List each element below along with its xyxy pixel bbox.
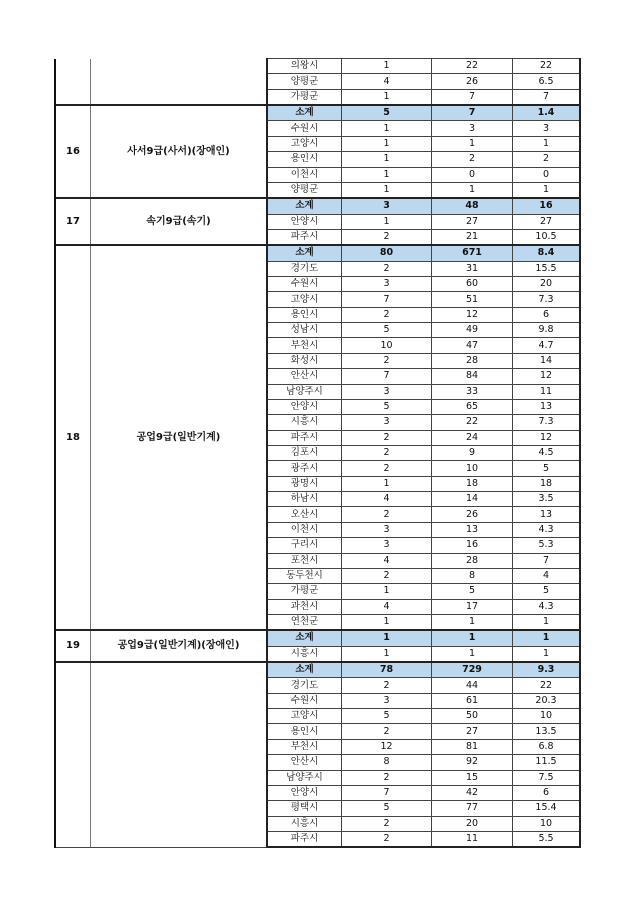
applicants-cell: 17 [432, 599, 513, 614]
positions-cell: 3 [342, 198, 432, 214]
applicants-cell: 48 [432, 198, 513, 214]
ratio-cell: 4.5 [513, 445, 581, 460]
region-cell: 안양시 [267, 399, 342, 414]
region-cell: 시흥시 [267, 646, 342, 662]
region-cell: 고양시 [267, 709, 342, 724]
region-cell: 시흥시 [267, 415, 342, 430]
positions-cell: 1 [342, 630, 432, 646]
applicants-cell: 13 [432, 522, 513, 537]
applicants-cell: 28 [432, 553, 513, 568]
region-cell: 고양시 [267, 136, 342, 151]
positions-cell: 2 [342, 678, 432, 693]
region-cell: 고양시 [267, 292, 342, 307]
positions-cell: 2 [342, 307, 432, 322]
region-cell: 용인시 [267, 152, 342, 167]
applicants-cell: 92 [432, 755, 513, 770]
region-cell: 용인시 [267, 724, 342, 739]
positions-cell: 2 [342, 507, 432, 522]
positions-cell: 3 [342, 415, 432, 430]
positions-cell: 3 [342, 538, 432, 553]
applicants-cell: 8 [432, 568, 513, 583]
region-cell: 가평군 [267, 89, 342, 105]
positions-cell: 2 [342, 430, 432, 445]
applicants-cell: 27 [432, 724, 513, 739]
region-cell: 수원시 [267, 693, 342, 708]
region-cell: 평택시 [267, 801, 342, 816]
ratio-cell: 14 [513, 353, 581, 368]
positions-cell: 4 [342, 553, 432, 568]
subtotal-row [55, 662, 580, 678]
job-category-name: 사서9급(사서)(장애인) [91, 105, 268, 198]
ratio-cell: 1 [513, 182, 581, 198]
applicants-cell: 16 [432, 538, 513, 553]
region-cell: 동두천시 [267, 568, 342, 583]
ratio-cell: 6.5 [513, 74, 581, 89]
positions-cell: 2 [342, 724, 432, 739]
positions-cell: 5 [342, 801, 432, 816]
region-cell: 소계 [267, 662, 342, 678]
recruitment-competition-table [54, 58, 581, 848]
positions-cell: 1 [342, 152, 432, 167]
applicants-cell: 15 [432, 770, 513, 785]
positions-cell: 7 [342, 369, 432, 384]
region-cell: 화성시 [267, 353, 342, 368]
positions-cell: 1 [342, 646, 432, 662]
ratio-cell: 7 [513, 89, 581, 105]
ratio-cell: 10 [513, 816, 581, 831]
region-cell: 파주시 [267, 831, 342, 847]
ratio-cell: 16 [513, 198, 581, 214]
ratio-cell: 8.4 [513, 245, 581, 261]
region-cell: 소계 [267, 105, 342, 121]
region-cell: 안양시 [267, 785, 342, 800]
region-cell: 안양시 [267, 214, 342, 229]
applicants-cell: 77 [432, 801, 513, 816]
ratio-cell: 6 [513, 307, 581, 322]
applicants-cell: 9 [432, 445, 513, 460]
applicants-cell: 61 [432, 693, 513, 708]
region-cell: 소계 [267, 630, 342, 646]
job-category-name: 공업9급(일반기계)(장애인) [91, 630, 268, 662]
region-cell: 의왕시 [267, 59, 342, 74]
ratio-cell: 1.4 [513, 105, 581, 121]
ratio-cell: 4 [513, 568, 581, 583]
positions-cell: 10 [342, 338, 432, 353]
region-cell: 오산시 [267, 507, 342, 522]
positions-cell: 3 [342, 522, 432, 537]
positions-cell: 1 [342, 214, 432, 229]
ratio-cell: 11.5 [513, 755, 581, 770]
applicants-cell: 44 [432, 678, 513, 693]
region-cell: 남양주시 [267, 384, 342, 399]
region-cell: 남양주시 [267, 770, 342, 785]
subtotal-row [55, 245, 580, 261]
job-category-name: 속기9급(속기) [91, 198, 268, 245]
job-category-name: 공업9급(일반기계) [91, 245, 268, 630]
ratio-cell: 5 [513, 461, 581, 476]
applicants-cell: 26 [432, 74, 513, 89]
applicants-cell: 1 [432, 182, 513, 198]
region-cell: 광주시 [267, 461, 342, 476]
applicants-cell: 51 [432, 292, 513, 307]
table-body [55, 59, 580, 848]
job-category-name [91, 59, 268, 106]
positions-cell: 1 [342, 614, 432, 630]
region-cell: 안산시 [267, 369, 342, 384]
positions-cell: 1 [342, 121, 432, 136]
section-number: 17 [55, 198, 91, 245]
positions-cell: 5 [342, 709, 432, 724]
applicants-cell: 22 [432, 59, 513, 74]
ratio-cell: 6 [513, 785, 581, 800]
positions-cell: 5 [342, 399, 432, 414]
positions-cell: 2 [342, 461, 432, 476]
ratio-cell: 13 [513, 399, 581, 414]
region-cell: 이천시 [267, 522, 342, 537]
ratio-cell: 7.3 [513, 415, 581, 430]
positions-cell: 2 [342, 568, 432, 583]
ratio-cell: 1 [513, 630, 581, 646]
ratio-cell: 0 [513, 167, 581, 182]
region-cell: 수원시 [267, 277, 342, 292]
positions-cell: 2 [342, 816, 432, 831]
positions-cell: 78 [342, 662, 432, 678]
region-cell: 하남시 [267, 492, 342, 507]
table-row [55, 59, 580, 74]
ratio-cell: 9.3 [513, 662, 581, 678]
positions-cell: 1 [342, 182, 432, 198]
applicants-cell: 81 [432, 739, 513, 754]
ratio-cell: 1 [513, 136, 581, 151]
region-cell: 수원시 [267, 121, 342, 136]
ratio-cell: 5.3 [513, 538, 581, 553]
region-cell: 광명시 [267, 476, 342, 491]
ratio-cell: 4.7 [513, 338, 581, 353]
positions-cell: 2 [342, 261, 432, 276]
region-cell: 구리시 [267, 538, 342, 553]
applicants-cell: 65 [432, 399, 513, 414]
region-cell: 경기도 [267, 261, 342, 276]
positions-cell: 4 [342, 74, 432, 89]
applicants-cell: 22 [432, 415, 513, 430]
region-cell: 이천시 [267, 167, 342, 182]
positions-cell: 2 [342, 445, 432, 460]
ratio-cell: 7 [513, 553, 581, 568]
applicants-cell: 7 [432, 105, 513, 121]
subtotal-row [55, 630, 580, 646]
positions-cell: 7 [342, 292, 432, 307]
positions-cell: 3 [342, 277, 432, 292]
positions-cell: 5 [342, 323, 432, 338]
region-cell: 부천시 [267, 338, 342, 353]
job-category-name [91, 662, 268, 847]
applicants-cell: 49 [432, 323, 513, 338]
applicants-cell: 0 [432, 167, 513, 182]
ratio-cell: 7.5 [513, 770, 581, 785]
positions-cell: 1 [342, 136, 432, 151]
positions-cell: 1 [342, 89, 432, 105]
applicants-cell: 50 [432, 709, 513, 724]
region-cell: 포천시 [267, 553, 342, 568]
positions-cell: 1 [342, 59, 432, 74]
applicants-cell: 33 [432, 384, 513, 399]
applicants-cell: 27 [432, 214, 513, 229]
region-cell: 경기도 [267, 678, 342, 693]
region-cell: 파주시 [267, 430, 342, 445]
applicants-cell: 60 [432, 277, 513, 292]
ratio-cell: 7.3 [513, 292, 581, 307]
applicants-cell: 42 [432, 785, 513, 800]
region-cell: 소계 [267, 198, 342, 214]
applicants-cell: 84 [432, 369, 513, 384]
positions-cell: 4 [342, 599, 432, 614]
region-cell: 연천군 [267, 614, 342, 630]
positions-cell: 2 [342, 229, 432, 245]
ratio-cell: 2 [513, 152, 581, 167]
ratio-cell: 22 [513, 678, 581, 693]
ratio-cell: 10 [513, 709, 581, 724]
ratio-cell: 6.8 [513, 739, 581, 754]
region-cell: 소계 [267, 245, 342, 261]
ratio-cell: 15.4 [513, 801, 581, 816]
region-cell: 파주시 [267, 229, 342, 245]
applicants-cell: 7 [432, 89, 513, 105]
section-number [55, 59, 91, 106]
ratio-cell: 3 [513, 121, 581, 136]
applicants-cell: 1 [432, 646, 513, 662]
region-cell: 용인시 [267, 307, 342, 322]
applicants-cell: 11 [432, 831, 513, 847]
ratio-cell: 10.5 [513, 229, 581, 245]
ratio-cell: 27 [513, 214, 581, 229]
region-cell: 안산시 [267, 755, 342, 770]
applicants-cell: 12 [432, 307, 513, 322]
positions-cell: 2 [342, 770, 432, 785]
section-number: 16 [55, 105, 91, 198]
region-cell: 성남시 [267, 323, 342, 338]
applicants-cell: 28 [432, 353, 513, 368]
subtotal-row [55, 198, 580, 214]
region-cell: 김포시 [267, 445, 342, 460]
applicants-cell: 47 [432, 338, 513, 353]
positions-cell: 4 [342, 492, 432, 507]
region-cell: 가평군 [267, 584, 342, 599]
applicants-cell: 26 [432, 507, 513, 522]
applicants-cell: 10 [432, 461, 513, 476]
positions-cell: 1 [342, 584, 432, 599]
applicants-cell: 24 [432, 430, 513, 445]
ratio-cell: 15.5 [513, 261, 581, 276]
applicants-cell: 1 [432, 136, 513, 151]
section-number: 18 [55, 245, 91, 630]
subtotal-row [55, 105, 580, 121]
region-cell: 양평군 [267, 74, 342, 89]
region-cell: 부천시 [267, 739, 342, 754]
positions-cell: 1 [342, 167, 432, 182]
ratio-cell: 20 [513, 277, 581, 292]
ratio-cell: 12 [513, 369, 581, 384]
positions-cell: 2 [342, 353, 432, 368]
applicants-cell: 2 [432, 152, 513, 167]
positions-cell: 5 [342, 105, 432, 121]
ratio-cell: 1 [513, 614, 581, 630]
positions-cell: 3 [342, 384, 432, 399]
positions-cell: 80 [342, 245, 432, 261]
ratio-cell: 9.8 [513, 323, 581, 338]
ratio-cell: 4.3 [513, 599, 581, 614]
ratio-cell: 18 [513, 476, 581, 491]
region-cell: 시흥시 [267, 816, 342, 831]
applicants-cell: 671 [432, 245, 513, 261]
ratio-cell: 5.5 [513, 831, 581, 847]
applicants-cell: 5 [432, 584, 513, 599]
ratio-cell: 3.5 [513, 492, 581, 507]
applicants-cell: 1 [432, 614, 513, 630]
region-cell: 과천시 [267, 599, 342, 614]
ratio-cell: 13.5 [513, 724, 581, 739]
positions-cell: 3 [342, 693, 432, 708]
section-number: 19 [55, 630, 91, 662]
positions-cell: 1 [342, 476, 432, 491]
applicants-cell: 14 [432, 492, 513, 507]
ratio-cell: 12 [513, 430, 581, 445]
applicants-cell: 3 [432, 121, 513, 136]
positions-cell: 2 [342, 831, 432, 847]
applicants-cell: 21 [432, 229, 513, 245]
applicants-cell: 729 [432, 662, 513, 678]
positions-cell: 12 [342, 739, 432, 754]
applicants-cell: 18 [432, 476, 513, 491]
ratio-cell: 1 [513, 646, 581, 662]
section-number [55, 662, 91, 847]
ratio-cell: 13 [513, 507, 581, 522]
ratio-cell: 20.3 [513, 693, 581, 708]
region-cell: 양평군 [267, 182, 342, 198]
positions-cell: 8 [342, 755, 432, 770]
applicants-cell: 20 [432, 816, 513, 831]
positions-cell: 7 [342, 785, 432, 800]
applicants-cell: 1 [432, 630, 513, 646]
ratio-cell: 4.3 [513, 522, 581, 537]
ratio-cell: 5 [513, 584, 581, 599]
ratio-cell: 11 [513, 384, 581, 399]
applicants-cell: 31 [432, 261, 513, 276]
ratio-cell: 22 [513, 59, 581, 74]
